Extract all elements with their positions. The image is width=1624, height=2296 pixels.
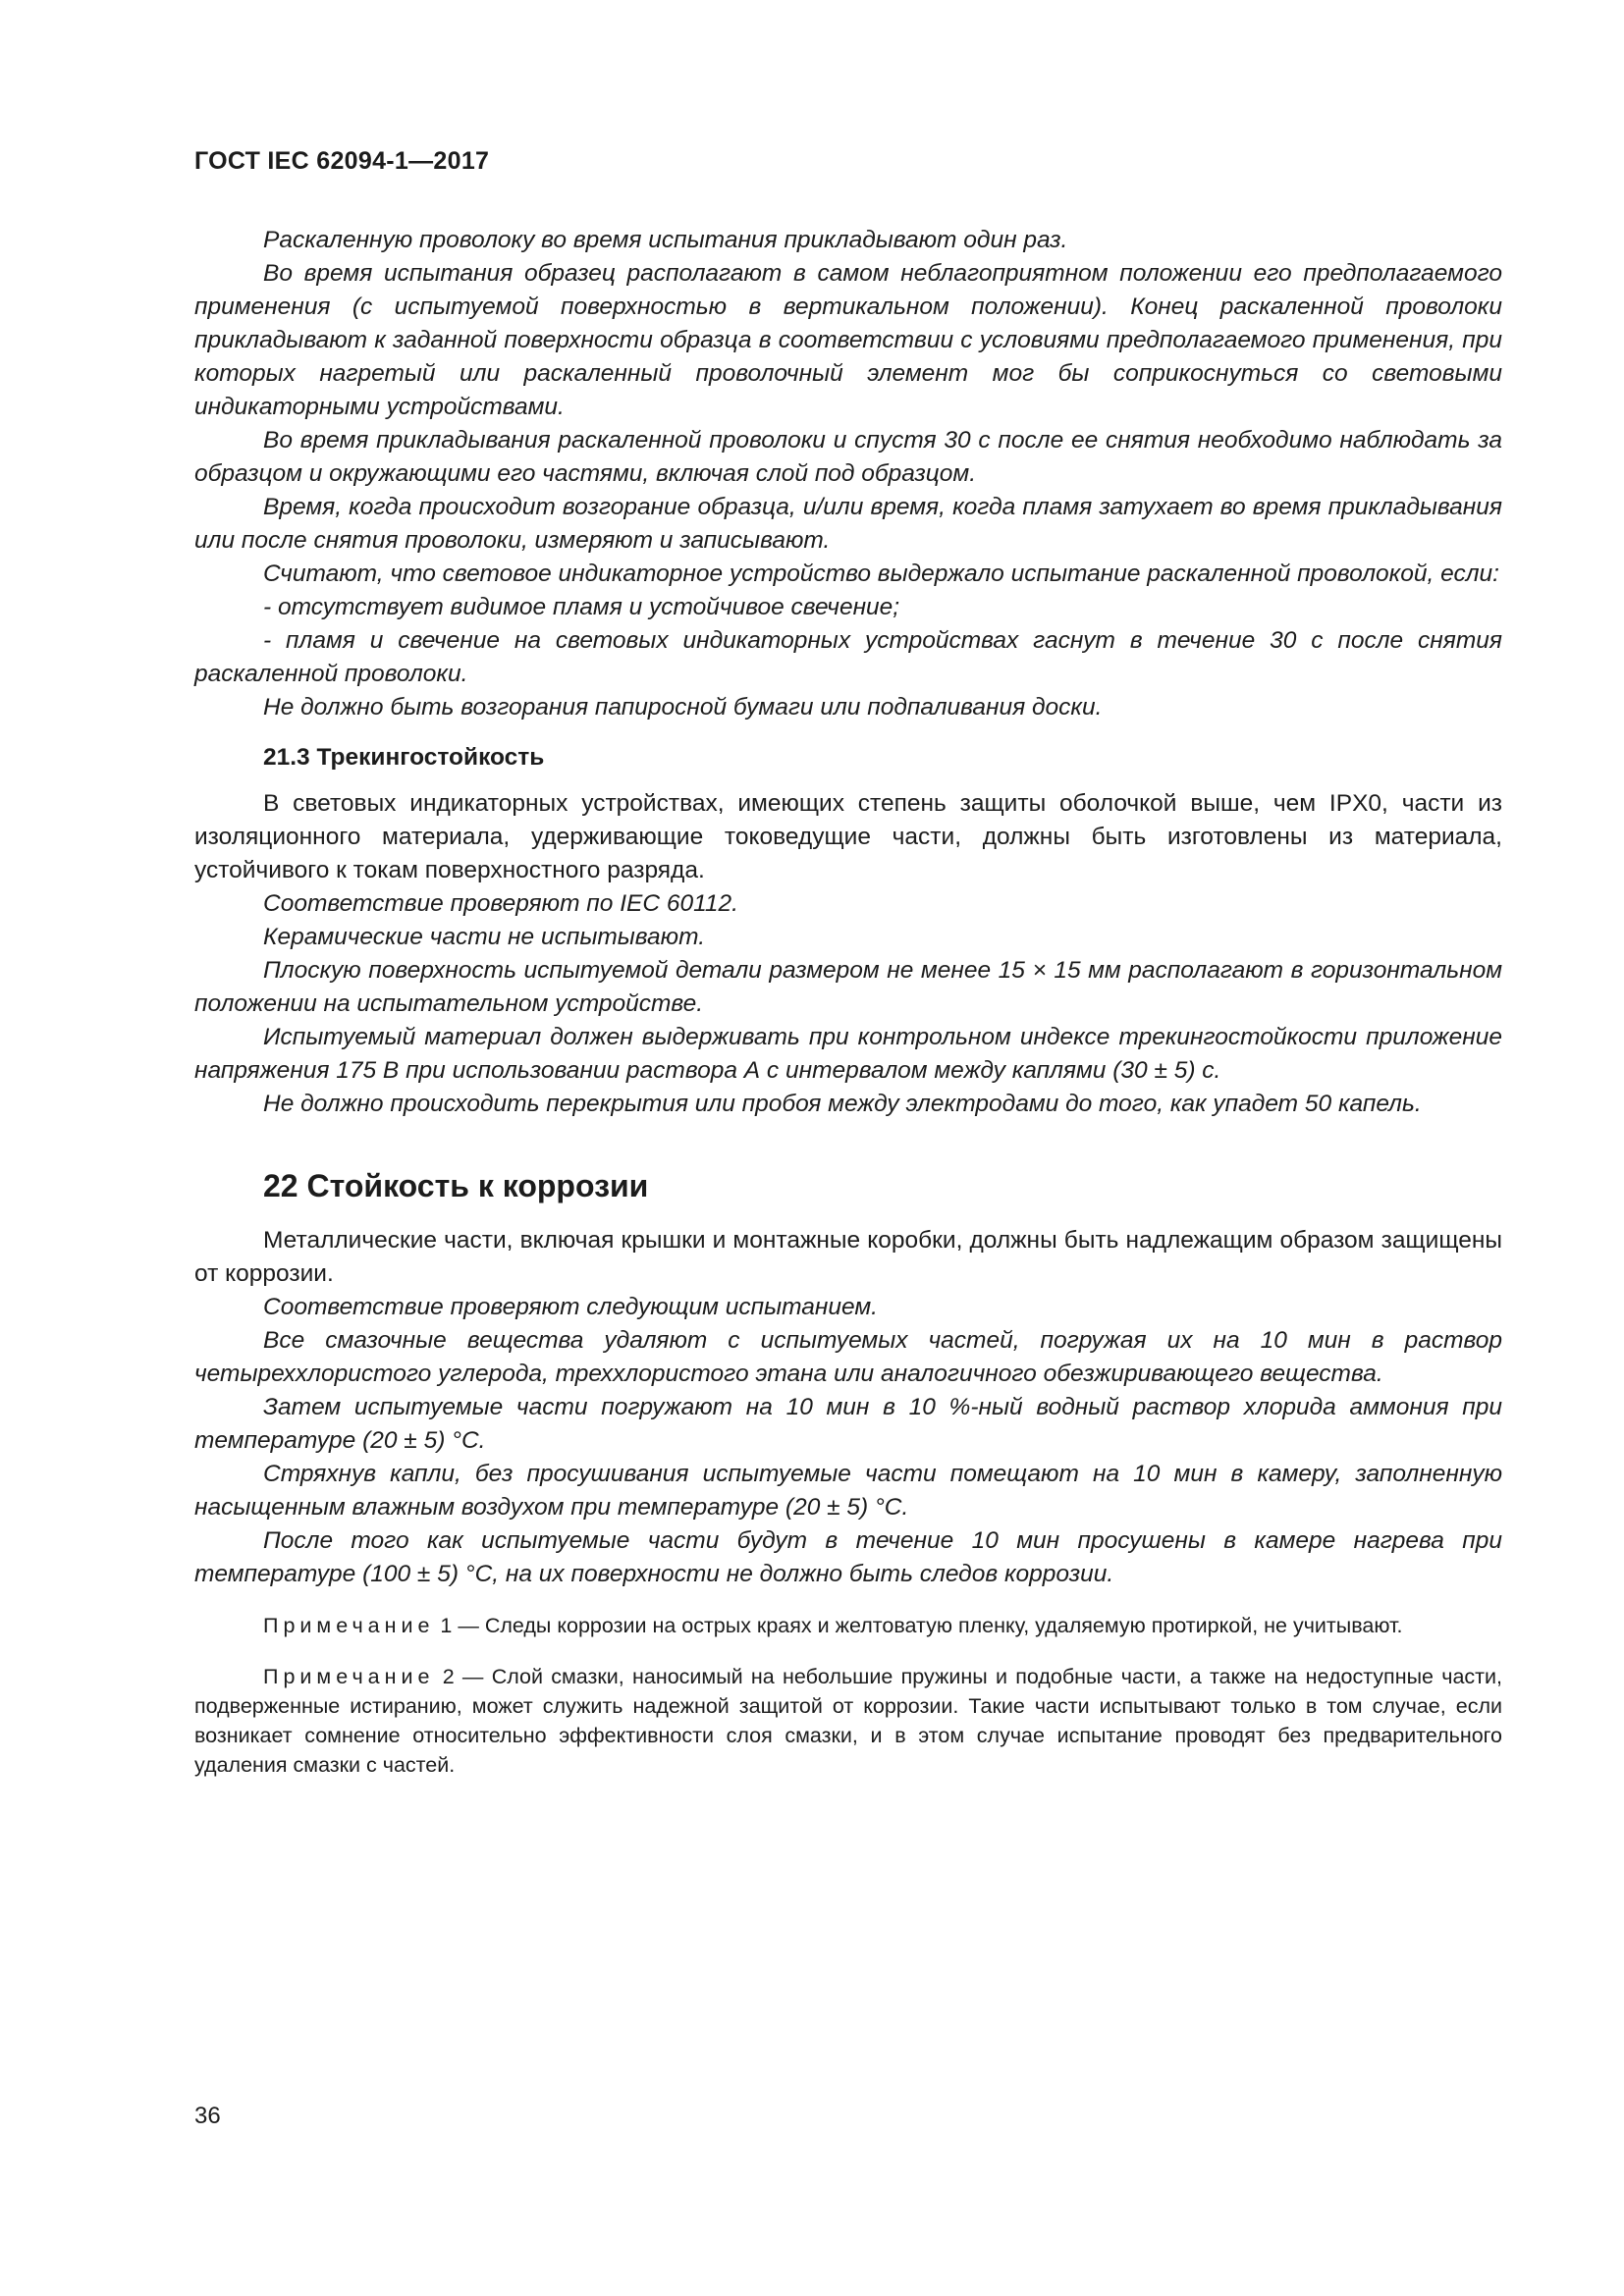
- note-label: Примечание: [263, 1665, 435, 1688]
- note-2: [194, 1662, 1502, 1780]
- section-heading-22: 22 Стойкость к коррозии: [263, 1168, 649, 1203]
- note-1: [194, 1611, 1502, 1640]
- paragraph: Все смазочные вещества удаляют с испытуемых частей, погружая их на 10 мин в раствор четыреххлористого углерода, треххлористого этана или аналогичного обезжиривающего вещества.: [194, 1327, 1502, 1387]
- paragraph: Плоскую поверхность испытуемой детали размером не менее 15 × 15 мм располагают в горизонтальном положении на испытательном устройстве.: [194, 957, 1502, 1017]
- paragraph: Керамические части не испытывают.: [263, 924, 706, 950]
- paragraph: Не должно быть возгорания папиросной бумаги или подпаливания доски.: [263, 694, 1103, 721]
- paragraph: Соответствие проверяют следующим испытанием.: [263, 1294, 878, 1320]
- paragraph: В световых индикаторных устройствах, имеющих степень защиты оболочкой выше, чем IPX0, части из изоляционного материала, удерживающие токоведущие части, должны быть изготовлены из материала, устойчивого к токам поверхностного разряда.: [194, 790, 1502, 883]
- paragraph: Во время испытания образец располагают в самом неблагоприятном положении его предполагаемого применения (с испытуемой поверхностью в вертикальном положении). Конец раскаленной проволоки прикладывают к заданной поверхности образца в соответствии с условиями предполагаемого применения, при которых нагретый или раскаленный проволочный элемент мог бы соприкоснуться со световыми индикаторными устройствами.: [194, 260, 1502, 420]
- paragraph: Затем испытуемые части погружают на 10 мин в 10 %-ный водный раствор хлорида аммония при температуре (20 ± 5) °С.: [194, 1394, 1502, 1454]
- paragraph: Не должно происходить перекрытия или пробоя между электродами до того, как упадет 50 капель.: [263, 1091, 1422, 1117]
- paragraph: После того как испытуемые части будут в течение 10 мин просушены в камере нагрева при температуре (100 ± 5) °С, на их поверхности не должно быть следов коррозии.: [194, 1527, 1502, 1587]
- document-header: ГОСТ IEC 62094-1—2017: [194, 147, 490, 175]
- list-item: - пламя и свечение на световых индикаторных устройствах гаснут в течение 30 с после снятия раскаленной проволоки.: [194, 627, 1502, 687]
- page-content: [194, 224, 1502, 1780]
- note-text: 2 — Слой смазки, наносимый на небольшие пружины и подобные части, а также на недоступные части, подверженные истиранию, может служить надежной защитой от коррозии. Такие части испытывают только в том случае, если возникает сомнение относительно эффективности слоя смазки, и в этом случае испытание проводят без предварительного удаления смазки с частей.: [194, 1665, 1502, 1777]
- paragraph: Соответствие проверяют по IEC 60112.: [263, 890, 738, 917]
- note-text: 1 — Следы коррозии на острых краях и желтоватую пленку, удаляемую протиркой, не учитывают.: [434, 1614, 1403, 1637]
- list-item: - отсутствует видимое пламя и устойчивое свечение;: [263, 594, 900, 620]
- paragraph: Стряхнув капли, без просушивания испытуемые части помещают на 10 мин в камеру, заполненную насыщенным влажным воздухом при температуре (20 ± 5) °С.: [194, 1461, 1502, 1521]
- paragraph: Считают, что световое индикаторное устройство выдержало испытание раскаленной проволокой, если:: [263, 561, 1499, 587]
- paragraph: Раскаленную проволоку во время испытания прикладывают один раз.: [263, 227, 1068, 253]
- page-number: 36: [194, 2103, 221, 2129]
- paragraph: Металлические части, включая крышки и монтажные коробки, должны быть надлежащим образом защищены от коррозии.: [194, 1227, 1502, 1287]
- paragraph: Испытуемый материал должен выдерживать при контрольном индексе трекингостойкости приложение напряжения 175 В при использовании раствора А с интервалом между каплями (30 ± 5) с.: [194, 1024, 1502, 1084]
- note-label: Примечание: [263, 1614, 435, 1637]
- paragraph: Время, когда происходит возгорание образца, и/или время, когда пламя затухает во время прикладывания или после снятия проволоки, измеряют и записывают.: [194, 494, 1502, 554]
- paragraph: Во время прикладывания раскаленной проволоки и спустя 30 с после ее снятия необходимо наблюдать за образцом и окружающими его частями, включая слой под образцом.: [194, 427, 1502, 487]
- subsection-heading-21-3: 21.3 Трекингостойкость: [263, 744, 545, 771]
